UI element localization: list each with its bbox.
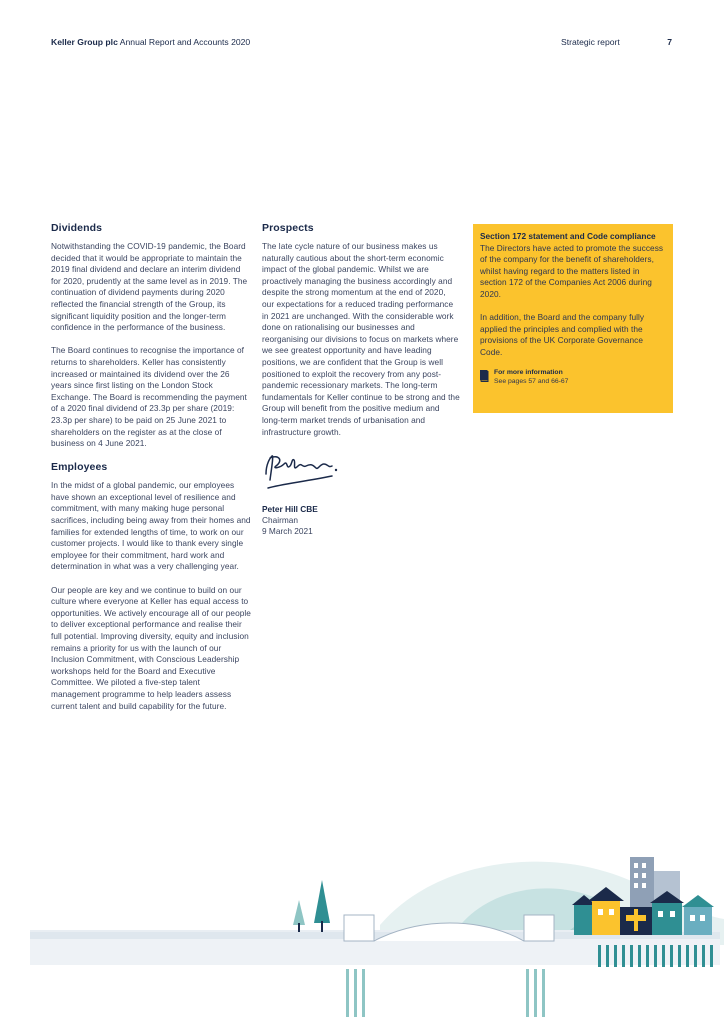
signature-date: 9 March 2021 <box>262 525 313 536</box>
report-name: Annual Report and Accounts 2020 <box>117 37 251 47</box>
signatory-name: Peter Hill CBE <box>262 503 318 514</box>
signature-image <box>262 450 460 500</box>
callout-paragraph: In addition, the Board and the company fully applied the principles and complied with the provisions of the UK Corporate Governance Code. <box>480 312 645 357</box>
book-icon <box>480 370 489 382</box>
signature-icon <box>262 450 352 496</box>
report-title <box>51 37 250 47</box>
prospects-paragraph: The late cycle nature of our business makes us naturally cautious about the short-term economic impact of the global pandemic. Whilst we are proactively managing the business accordingly and despite the strong momentum at the end of 2020, our expectations for a reduced trading performance in 2021 are unchanged. With the considerable work done on rationalising our businesses and reorganising our divisions to focus on markets where we see greatest opportunity and have leading positions, we are confident that the Group is well positioned to exploit the recovery from any post-pandemic recessionary markets. The long-term fundamentals for Keller continue to be strong and the Group will benefit from the positive medium and long-term market trends of urbanisation and infrastructure growth. <box>262 241 460 437</box>
more-information-label: For more information <box>494 369 563 377</box>
page-header <box>51 37 672 49</box>
callout-title: Section 172 statement and Code compliance <box>480 231 656 241</box>
middle-column <box>262 222 460 537</box>
more-information-link[interactable] <box>480 369 667 386</box>
dividends-heading: Dividends <box>51 222 103 234</box>
page-number: 7 <box>667 37 672 47</box>
signatory-role: Chairman <box>262 514 298 525</box>
employees-paragraph: Our people are key and we continue to build on our culture where everyone at Keller has equal access to opportunities. We actively encourage all of our people to deliver exceptional performance and realise their full potential. Improving diversity, equity and inclusion remains a priority for us with the launch of our Inclusion Commitment, with Conscious Leadership workshops held for the Board and Executive Committee. We piloted a five-step talent management programme to help leaders assess current talent and build capability for the future. <box>51 584 251 711</box>
dividends-paragraph: Notwithstanding the COVID-19 pandemic, the Board decided that it would be appropriate to maintain the 2019 final dividend and declare an interim dividend for 2020, prudently at the same level as in 2019. The continuation of dividend payments during 2020 reflected the financial strength of the Group, its significant liquidity position and the longer-term confidence in the performance of the business. <box>51 241 248 333</box>
dividends-paragraph: The Board continues to recognise the importance of returns to shareholders. Keller has consistently increased or maintained its dividend over the 26 years since first listing on the London Stock Exchange. The Board is recommending the payment of a 2020 final dividend of 23.3p per share (2019: 23.3p per share) to be paid on 25 June 2021 to shareholders on the register as at the close of business on 4 June 2021. <box>51 345 247 449</box>
employees-heading: Employees <box>51 461 108 474</box>
callout-paragraph: The Directors have acted to promote the success of the company for the benefit of shareholders, whilst having regard to the matters listed in section 172 of the Companies Act 2006 during 2020. <box>480 242 664 299</box>
brand-name: Keller Group plc <box>51 37 118 47</box>
more-information-pages: See pages 57 and 66-67 <box>494 377 569 385</box>
left-column <box>51 222 251 724</box>
section-172-callout <box>473 224 673 413</box>
employees-paragraph: In the midst of a global pandemic, our employees have shown an exceptional level of resilience and commitment, with many making huge personal sacrifices, including being away from their homes and families for extended lengths of time, to work on our customer projects. I would like to thank every single employee for their commitment, hard work and determination in what was a very challenging year. <box>51 480 251 572</box>
section-label: Strategic report <box>561 37 620 47</box>
infrastructure-illustration <box>0 845 724 1024</box>
prospects-heading: Prospects <box>262 222 314 234</box>
